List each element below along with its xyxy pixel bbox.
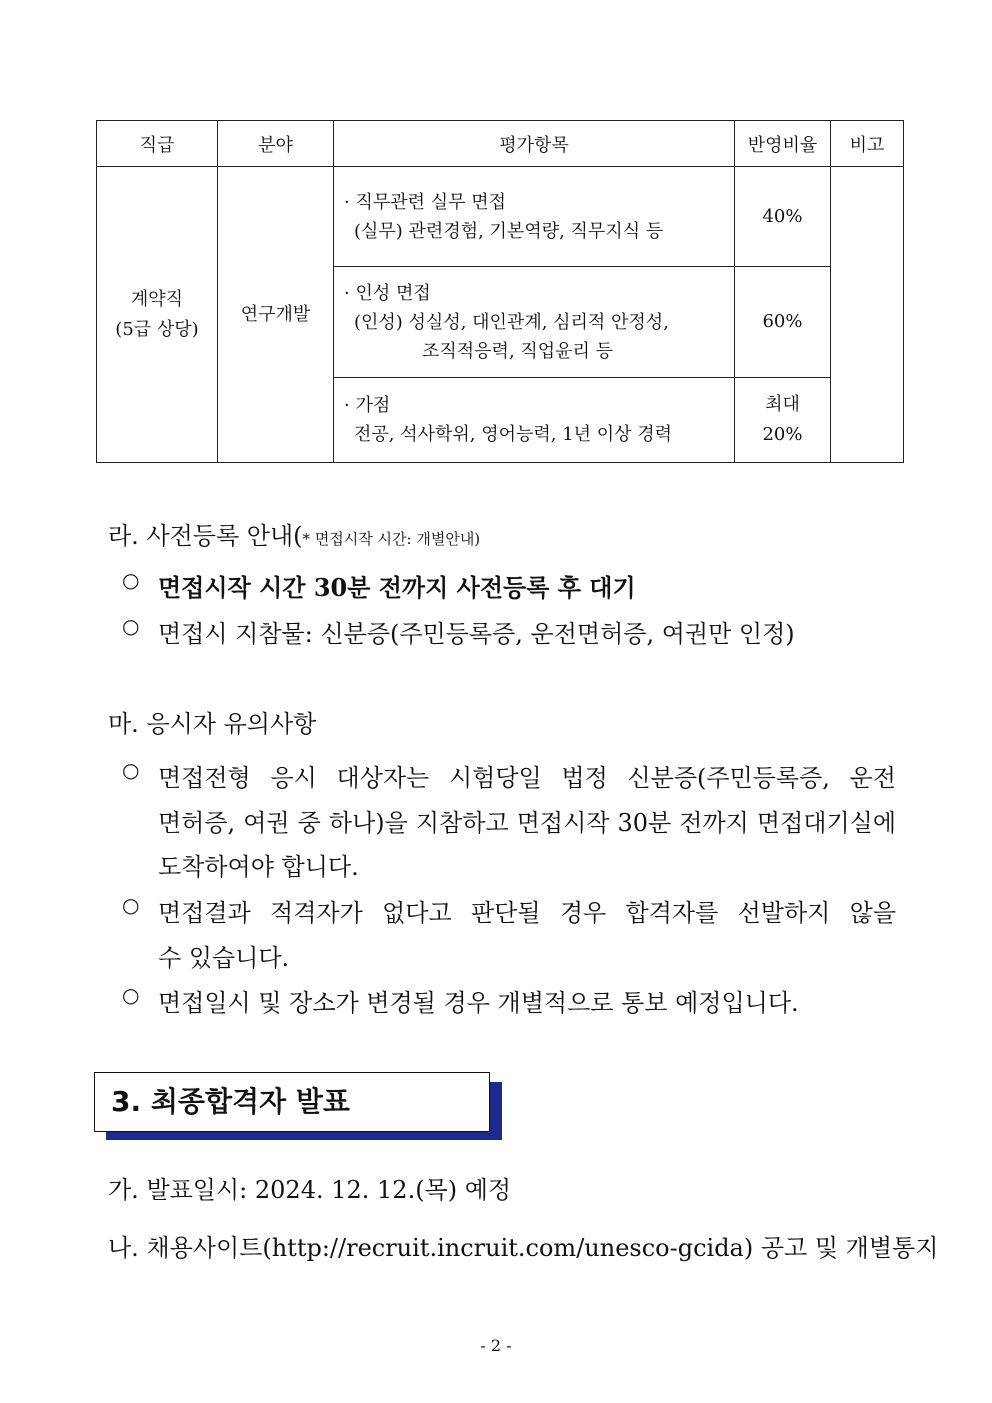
page-number: - 2 -: [480, 1336, 512, 1355]
header-field: 분야: [218, 121, 334, 167]
list-item: [122, 983, 799, 1018]
item-detail: (실무) 관련경험, 기본역량, 직무지식 등: [354, 220, 664, 242]
item-detail: (인성) 성실성, 대인관계, 심리적 안정성,: [354, 311, 669, 333]
item-title: · 가점: [344, 395, 391, 416]
rank-cell: [97, 167, 218, 463]
item-title: · 직무관련 실무 면접: [344, 191, 506, 213]
rank-line: 계약직: [130, 288, 184, 310]
bullet-icon: ○: [122, 568, 140, 592]
ratio-cell: [735, 378, 831, 463]
list-item-text: 면허증, 여권 중 하나)을 지참하고 면접시작 30분 전까지 면접대기실에: [158, 809, 896, 837]
evaluation-table: [96, 120, 904, 463]
field-cell: 연구개발: [218, 167, 334, 463]
list-item-text: 면접시 지참물: 신분증(주민등록증, 운전면허증, 여권만 인정): [158, 620, 795, 648]
ratio-line: 최대: [765, 394, 800, 415]
list-item-text: 면접시작 시간 30분 전까지 사전등록 후 대기: [158, 573, 636, 602]
recruit-site: 나. 채용사이트(http://recruit.incruit.com/unesco-gcida) 공고 및 개별통지: [108, 1234, 939, 1262]
list-item-text: 면접일시 및 장소가 변경될 경우 개별적으로 통보 예정입니다.: [158, 989, 799, 1017]
item-title: · 인성 면접: [344, 282, 431, 304]
item-detail: 조직적응력, 직업윤리 등: [422, 340, 614, 362]
section-ma-heading: 마. 응시자 유의사항: [108, 710, 317, 738]
section-title: 3. 최종합격자 발표: [94, 1072, 490, 1132]
item-cell: [334, 267, 735, 378]
header-items: 평가항목: [334, 121, 735, 167]
list-item-text: 면접전형 응시 대상자는 시험당일 법정 신분증(주민등록증, 운전: [158, 764, 896, 792]
list-item: [122, 568, 636, 603]
item-cell: [334, 378, 735, 463]
section-heading-text: 라. 사전등록 안내(: [108, 522, 303, 550]
header-ratio: 반영비율: [735, 121, 831, 167]
bullet-icon: ○: [122, 614, 140, 638]
table-row: [97, 167, 904, 267]
table-header-row: [97, 121, 904, 167]
list-item: [122, 614, 795, 649]
list-item-continuation: 도착하여야 합니다.: [158, 853, 359, 881]
bullet-icon: ○: [122, 893, 140, 917]
item-detail: 전공, 석사학위, 영어능력, 1년 이상 경력: [354, 424, 673, 445]
ratio-line: 20%: [762, 424, 803, 445]
note-cell: [831, 167, 904, 463]
bullet-icon: ○: [122, 983, 140, 1007]
header-note: 비고: [831, 121, 904, 167]
ratio-cell: 60%: [735, 267, 831, 378]
ratio-cell: 40%: [735, 167, 831, 267]
section-heading-note: * 면접시작 시간: 개별안내): [302, 530, 481, 548]
list-item: [122, 893, 896, 928]
list-item: [122, 758, 896, 793]
item-cell: [334, 167, 735, 267]
announcement-date: 가. 발표일시: 2024. 12. 12.(목) 예정: [108, 1176, 512, 1204]
list-item-continuation: 수 있습니다.: [158, 944, 290, 972]
section-ra-heading: [108, 516, 480, 551]
list-item-text: 면접결과 적격자가 없다고 판단될 경우 합격자를 선발하지 않을: [158, 899, 896, 927]
header-rank: 직급: [97, 121, 218, 167]
bullet-icon: ○: [122, 758, 140, 782]
rank-line: (5급 상당): [115, 318, 199, 340]
list-item-continuation: [158, 803, 896, 838]
